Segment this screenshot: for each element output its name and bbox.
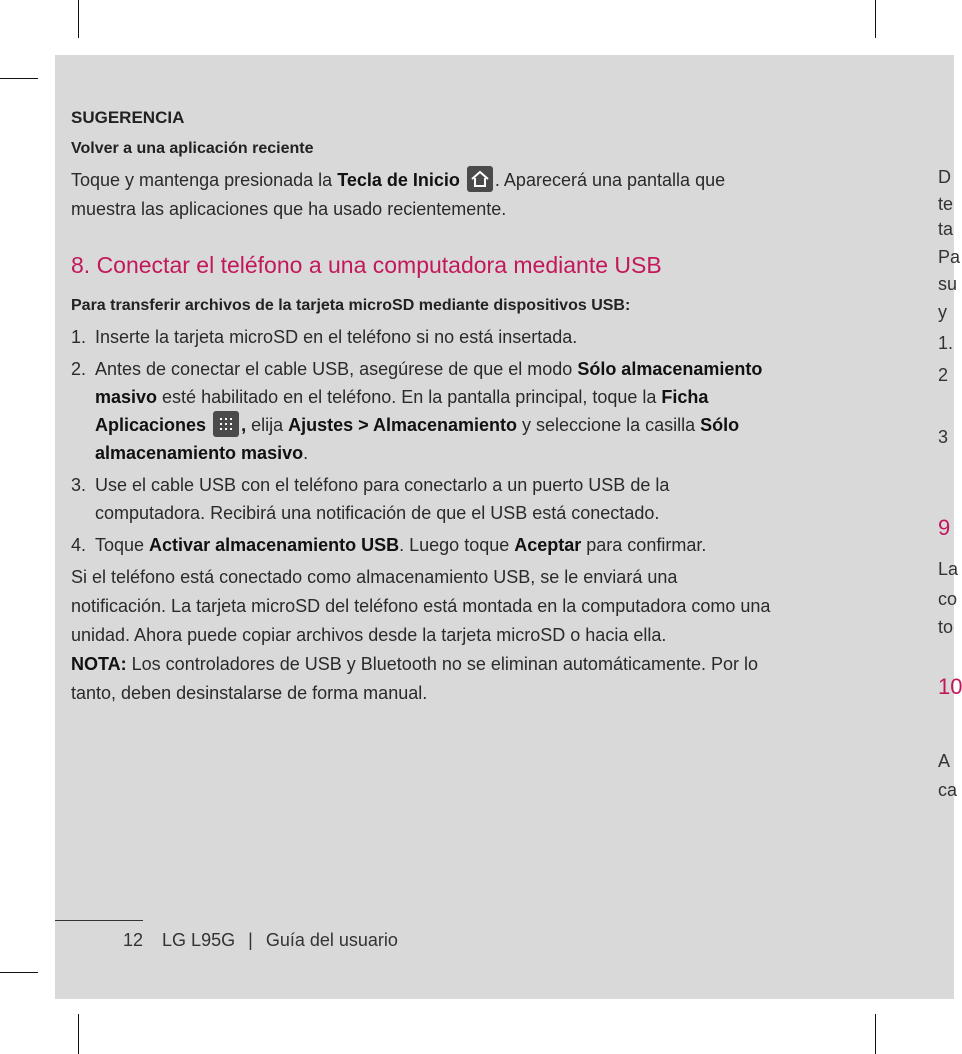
next-page-fragment: co (938, 589, 958, 609)
apps-grid-icon (213, 411, 239, 437)
note (71, 650, 771, 708)
usb-paragraph: Si el teléfono está conectado como almacenamiento USB, se le enviará una notificación. La tarjeta microSD del teléfono está montada en la computadora como una unidad. Ahora puede copiar archivos desde la tarjeta microSD o hacia ella. (71, 567, 771, 645)
next-page-fragment: to (938, 617, 954, 637)
next-page-fragment: Pa (938, 247, 961, 267)
list-item (71, 355, 771, 467)
step-text: esté habilitado en el teléfono. En la pantalla principal, toque la (157, 387, 662, 407)
step-bold: Activar almacenamiento USB (149, 535, 400, 555)
step-text: . Luego toque (399, 535, 515, 555)
tip-title: SUGERENCIA (71, 108, 185, 127)
next-page-fragment: y (938, 302, 947, 322)
next-page-fragment: te (938, 194, 954, 214)
step-bold: Ficha Aplicaciones (95, 387, 709, 435)
guide-title: Guía del usuario (265, 930, 398, 950)
next-page-fragment: 9 (938, 515, 951, 540)
crop-mark (78, 0, 79, 38)
next-page-fragment: La (938, 559, 959, 579)
next-page-fragment: 2 (938, 365, 949, 385)
tip-text (71, 166, 771, 224)
step-text: para confirmar. (581, 535, 707, 555)
step-text: Inserte la tarjeta microSD en el teléfono si no está insertada. (95, 327, 578, 347)
next-page-fragment: 3 (938, 427, 949, 447)
crop-mark (0, 78, 38, 79)
step-bold: Sólo almacenamiento masivo (95, 415, 740, 463)
step-bold: , (241, 415, 247, 435)
page-number: 12 (123, 930, 144, 950)
section-heading: 8. Conectar el teléfono a una computadora mediante USB (71, 252, 662, 278)
note-label: NOTA: (71, 654, 127, 674)
step-text: Antes de conectar el cable USB, asegúrese de que el modo (95, 359, 578, 379)
footer-separator: | (248, 930, 253, 950)
section-subhead: Para transferir archivos de la tarjeta microSD mediante dispositivos USB: (71, 297, 631, 314)
step-text: elija (246, 415, 289, 435)
step-bold: Ajustes > Almacenamiento (288, 415, 518, 435)
page-content (71, 108, 771, 708)
step-bold: Sólo almacenamiento masivo (95, 359, 763, 407)
footer-rule (55, 920, 143, 921)
list-item (71, 531, 771, 559)
steps-list (71, 323, 771, 559)
crop-mark (78, 1014, 79, 1054)
crop-mark (875, 1014, 876, 1054)
step-number: 4. (71, 535, 87, 555)
home-key-label: Tecla de Inicio (337, 170, 460, 190)
product-name: LG L95G (162, 930, 236, 950)
note-text: Los controladores de USB y Bluetooth no se eliminan automáticamente. Por lo tanto, deben desinstalarse de forma manual. (71, 654, 759, 703)
next-page-fragment: D (938, 167, 951, 187)
step-number: 1. (71, 327, 87, 347)
step-text: . (303, 443, 309, 463)
step-number: 2. (71, 359, 87, 379)
next-page-fragment: ta (938, 219, 954, 239)
next-page-fragment: 10 (938, 674, 962, 699)
next-page-fragment: 1. (938, 333, 954, 353)
crop-mark (875, 0, 876, 38)
crop-mark (0, 972, 38, 973)
step-number: 3. (71, 475, 87, 495)
next-page-fragment: ca (938, 780, 958, 800)
tip-text-a: Toque y mantenga presionada la (71, 170, 338, 190)
step-text: Use el cable USB con el teléfono para conectarlo a un puerto USB de la computadora. Recibirá una notificación de que el USB está conectado. (95, 475, 670, 523)
list-item (71, 471, 771, 527)
tip-text-b: . Aparecerá una pantalla que muestra las aplicaciones que ha usado recientemente. (71, 170, 726, 219)
home-icon (467, 166, 493, 192)
step-text: Toque (95, 535, 150, 555)
step-text: y seleccione la casilla (517, 415, 701, 435)
tip-subtitle: Volver a una aplicación reciente (71, 140, 314, 157)
list-item (71, 323, 771, 351)
step-bold: Aceptar (514, 535, 582, 555)
next-page-fragment: su (938, 274, 958, 294)
next-page-fragment: A (938, 751, 951, 771)
page-footer (123, 930, 398, 951)
